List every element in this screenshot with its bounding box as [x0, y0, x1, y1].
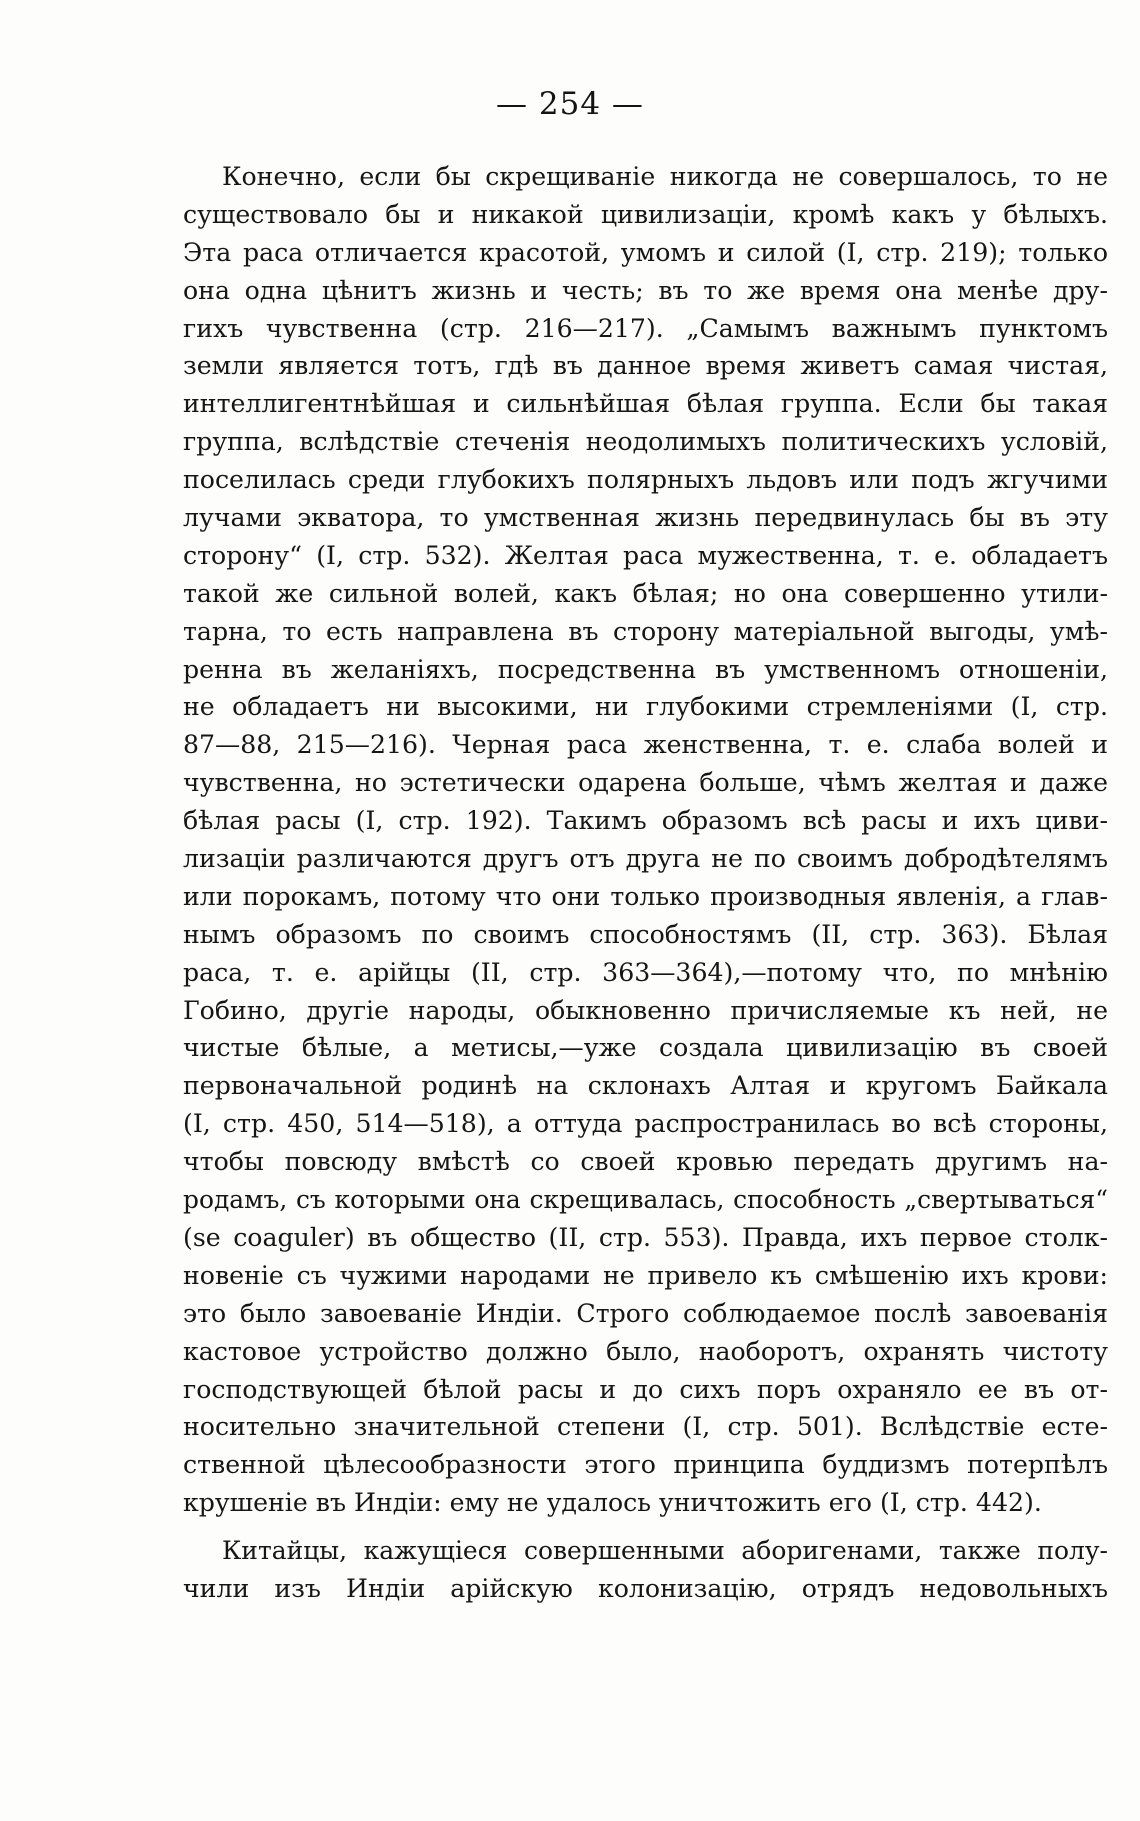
text-line: Конечно, если бы скрещиваніе никогда не совершалось, то не: [222, 162, 1108, 191]
text-line: сторону“ (I, стр. 532). Желтая раса мужественна, т. е. обладаетъ: [183, 540, 1108, 570]
paragraph: [183, 1532, 1108, 1608]
text-line: чили изъ Индіи арійскую колонизацію, отрядъ недовольныхъ: [183, 1573, 1108, 1603]
text-line: Эта раса отличается красотой, умомъ и силой (I, стр. 219); только: [183, 237, 1108, 267]
body-text: [183, 158, 1108, 1608]
text-line: или порокамъ, потому что они только производныя явленія, а глав-: [183, 881, 1108, 911]
text-line: земли является тотъ, гдѣ въ данное время живетъ самая чистая,: [183, 351, 1108, 381]
text-line: чувственна, но эстетически одарена больше, чѣмъ желтая и даже: [183, 768, 1108, 798]
text-line: лизаціи различаются другъ отъ друга не по своимъ добродѣтелямъ: [183, 844, 1108, 874]
text-line: господствующей бѣлой расы и до сихъ поръ охраняло ее въ от-: [183, 1374, 1108, 1404]
text-line: существовало бы и никакой цивилизаціи, кромѣ какъ у бѣлыхъ.: [183, 199, 1108, 229]
paragraph: [183, 158, 1108, 1522]
text-line: 87—88, 215—216). Черная раса женственна, т. е. слаба волей и: [183, 730, 1108, 760]
text-line: лучами экватора, то умственная жизнь передвинулась бы въ эту: [183, 503, 1108, 533]
text-line: тарна, то есть направлена въ сторону матеріальной выгоды, умѣ-: [183, 616, 1108, 646]
text-line: родамъ, съ которыми она скрещивалась, способность „свертываться“: [183, 1185, 1108, 1215]
text-line: Гобино, другіе народы, обыкновенно причисляемые къ ней, не: [183, 995, 1108, 1025]
text-line: Китайцы, кажущіеся совершенными аборигенами, также полу-: [222, 1536, 1108, 1566]
text-line: (se coaguler) въ общество (II, стр. 553). Правда, ихъ первое столк-: [183, 1222, 1108, 1252]
text-line: (I, стр. 450, 514—518), а оттуда распространилась во всѣ стороны,: [183, 1109, 1108, 1139]
text-line: она одна цѣнитъ жизнь и честь; въ то же время она менѣе дру-: [183, 275, 1108, 305]
text-line: ренна въ желаніяхъ, посредственна въ умственномъ отношеніи,: [183, 654, 1108, 684]
text-line: новеніе съ чужими народами не привело къ смѣшенію ихъ крови:: [183, 1260, 1108, 1290]
text-line: интеллигентнѣйшая и сильнѣйшая бѣлая группа. Если бы такая: [183, 389, 1108, 419]
text-line: кастовое устройство должно было, наоборотъ, охранять чистоту: [183, 1336, 1108, 1366]
text-line: крушеніе въ Индіи: ему не удалось уничтожить его (I, стр. 442).: [183, 1488, 1042, 1518]
text-line: такой же сильной волей, какъ бѣлая; но она совершенно утили-: [183, 578, 1108, 608]
text-line: носительно значительной степени (I, стр. 501). Вслѣдствіе есте-: [183, 1412, 1108, 1442]
text-line: чтобы повсюду вмѣстѣ со своей кровью передать другимъ на-: [183, 1147, 1108, 1177]
text-line: это было завоеваніе Индіи. Строго соблюдаемое послѣ завоеванія: [183, 1298, 1108, 1328]
text-line: бѣлая расы (I, стр. 192). Такимъ образомъ всѣ расы и ихъ циви-: [183, 806, 1108, 836]
text-line: чистые бѣлые, а метисы,—уже создала цивилизацію въ своей: [183, 1033, 1108, 1063]
text-line: раса, т. е. арійцы (II, стр. 363—364),—потому что, по мнѣнію: [183, 957, 1108, 987]
text-line: нымъ образомъ по своимъ способностямъ (II, стр. 363). Бѣлая: [183, 919, 1108, 949]
text-line: группа, вслѣдствіе стеченія неодолимыхъ политическихъ условій,: [183, 427, 1108, 457]
text-line: гихъ чувственна (стр. 216—217). „Самымъ важнымъ пунктомъ: [183, 313, 1108, 343]
paragraph-gap: [183, 1522, 1108, 1532]
page-number: — 254 —: [496, 86, 644, 122]
text-line: ственной цѣлесообразности этого принципа буддизмъ потерпѣлъ: [183, 1450, 1108, 1480]
text-line: поселилась среди глубокихъ полярныхъ льдовъ или подъ жгучими: [183, 465, 1108, 495]
text-line: не обладаетъ ни высокими, ни глубокими стремленіями (I, стр.: [183, 692, 1108, 722]
text-line: первоначальной родинѣ на склонахъ Алтая и кругомъ Байкала: [183, 1071, 1108, 1101]
